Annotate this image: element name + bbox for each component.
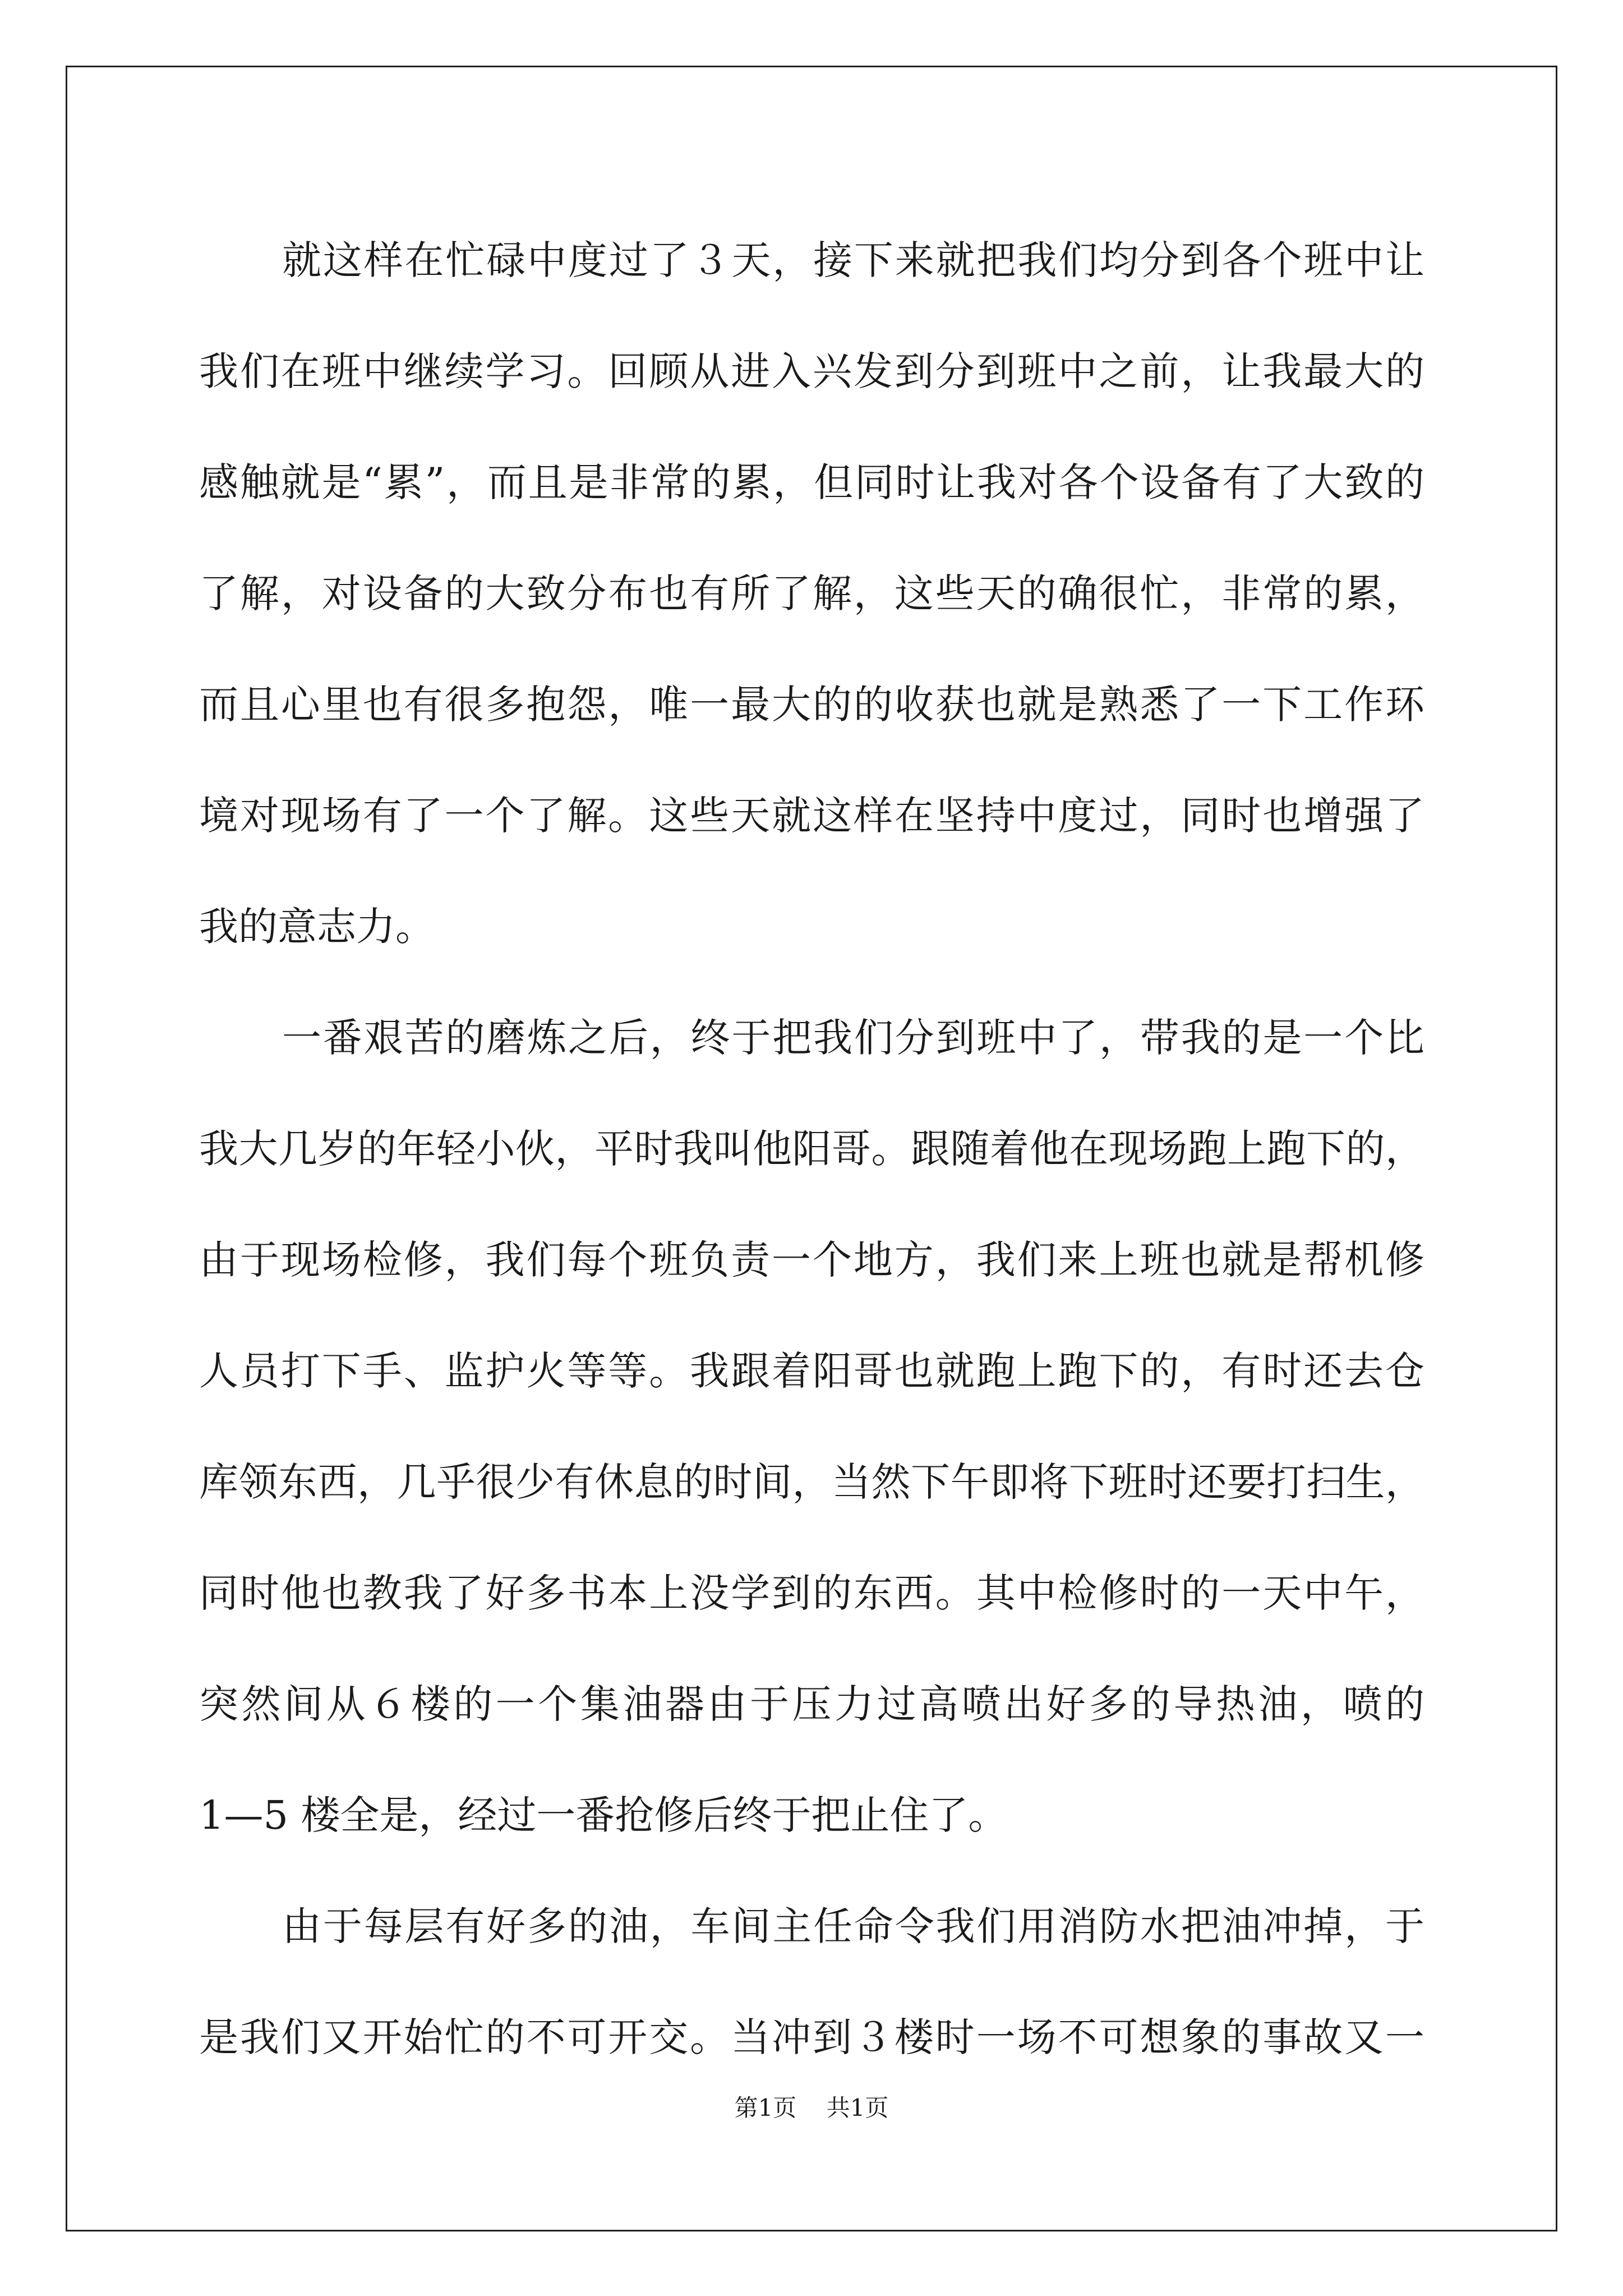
text-line: 我的意志力。 xyxy=(199,904,435,950)
page-number: 第1页 xyxy=(734,2094,797,2122)
text-line: 由于现场检修，我们每个班负责一个地方，我们来上班也就是帮机修 xyxy=(199,1237,1424,1283)
text-line: 由于每层有好多的油，车间主任命令我们用消防水把油冲掉，于 xyxy=(282,1903,1424,1949)
text-line: 了解，对设备的大致分布也有所了解，这些天的确很忙，非常的累， xyxy=(199,570,1424,616)
text-line: 一番艰苦的磨炼之后，终于把我们分到班中了，带我的是一个比 xyxy=(282,1015,1424,1061)
document-body xyxy=(199,205,1424,2093)
text-line: 感触就是“累”，而且是非常的累，但同时让我对各个设备有了大致的 xyxy=(199,459,1424,505)
page-total: 共1页 xyxy=(826,2094,889,2122)
text-line: 人员打下手、监护火等等。我跟着阳哥也就跑上跑下的，有时还去仓 xyxy=(199,1348,1424,1394)
text-line: 境对现场有了一个了解。这些天就这样在坚持中度过，同时也增强了 xyxy=(199,793,1424,839)
text-line: 我们在班中继续学习。回顾从进入兴发到分到班中之前，让我最大的 xyxy=(199,348,1424,394)
page-footer xyxy=(0,2090,1623,2123)
text-line: 就这样在忙碌中度过了３天，接下来就把我们均分到各个班中让 xyxy=(282,237,1424,283)
text-line: 同时他也教我了好多书本上没学到的东西。其中检修时的一天中午， xyxy=(199,1570,1424,1616)
text-line: 突然间从６楼的一个集油器由于压力过高喷出好多的导热油，喷的 xyxy=(199,1681,1424,1727)
text-line: 库领东西，几乎很少有休息的时间，当然下午即将下班时还要打扫生， xyxy=(199,1459,1424,1505)
text-line: 而且心里也有很多抱怨，唯一最大的的收获也就是熟悉了一下工作环 xyxy=(199,682,1424,728)
text-line: 1—5 楼全是，经过一番抢修后终于把止住了。 xyxy=(199,1792,1008,1838)
text-line: 我大几岁的年轻小伙，平时我叫他阳哥。跟随着他在现场跑上跑下的， xyxy=(199,1126,1424,1172)
text-line: 是我们又开始忙的不可开交。当冲到３楼时一场不可想象的事故又一 xyxy=(199,2014,1424,2060)
